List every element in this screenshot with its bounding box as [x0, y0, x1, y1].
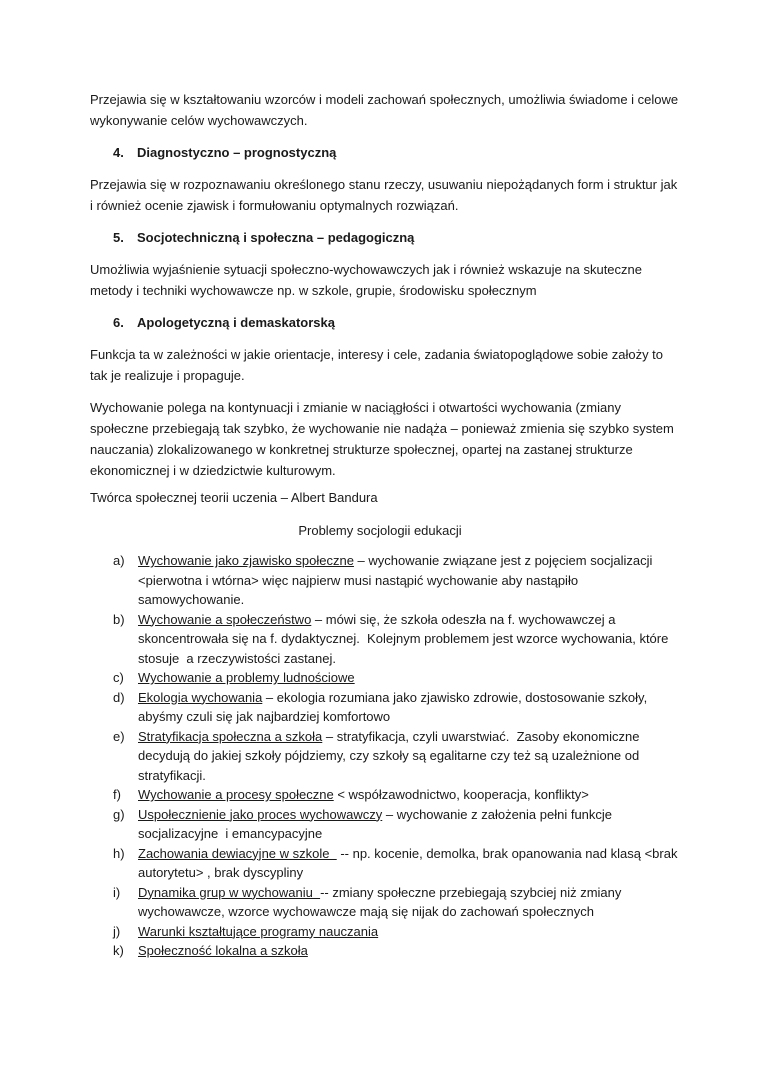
list-item: [113, 922, 678, 942]
paragraph-diagnostic: Przejawia się w rozpoznawaniu określonego stanu rzeczy, usuwaniu niepożądanych form i struktur jak i również ocenie zjawisk i formułowaniu optymalnych rozwiązań.: [90, 177, 678, 213]
list-item-label: j): [113, 923, 121, 939]
list-item-label: d): [113, 689, 125, 705]
heading-5-text: Socjotechniczną i społeczna – pedagogiczną: [137, 230, 415, 245]
list-item-text: -- zmiany społeczne przebiegają szybciej niż zmiany wychowawcze, wzorce wychowawcze mają się nijak do zachowań społecznych: [138, 884, 625, 919]
list-item-label: e): [113, 728, 125, 744]
heading-4-text: Diagnostyczno – prognostyczną: [137, 145, 337, 160]
list-item-title: Uspołecznienie jako proces wychowawczy: [138, 806, 383, 822]
heading-6-number: 6.: [113, 315, 124, 330]
section-title: Problemy socjologii edukacji: [298, 523, 462, 538]
list-item-text: – wychowanie związane jest z pojęciem socjalizacji <pierwotna i wtórna> więc najpierw musi nastąpić wychowanie aby nastąpiło samowychowanie.: [138, 553, 656, 607]
paragraph-apologetic: Funkcja ta w zależności w jakie orientacje, interesy i cele, zadania światopoglądowe sobie założy to tak je realizuje i propaguje.: [90, 347, 664, 383]
list-item: [113, 785, 678, 805]
paragraph-intro: Przejawia się w kształtowaniu wzorców i modeli zachowań społecznych, umożliwia świadome i celowe wykonywanie celów wychowawczych.: [90, 92, 679, 128]
list-item: [113, 668, 678, 688]
list-item-label: g): [113, 806, 125, 822]
list-item-text: < współzawodnictwo, kooperacja, konflikty>: [333, 787, 589, 802]
paragraph-sociotechnical: Umożliwia wyjaśnienie sytuacji społeczno-wychowawczych jak i również wskazuje na skuteczne metody i techniki wychowawcze np. w szkole, grupie, środowisku społecznym: [90, 262, 642, 298]
heading-4-number: 4.: [113, 145, 124, 160]
list-item: [113, 610, 678, 669]
heading-4: [113, 143, 336, 163]
list-item: [113, 844, 682, 883]
list-item-label: b): [113, 611, 125, 627]
list-item-label: c): [113, 670, 124, 685]
list-item: [113, 883, 678, 922]
list-item-text: -- np. kocenie, demolka, brak opanowania nad klasą <brak autorytetu> , brak dyscypliny: [138, 845, 682, 880]
list-item: [113, 688, 678, 727]
list-item-title: Wychowanie a społeczeństwo: [138, 611, 312, 627]
list-item-text: – mówi się, że szkoła odeszła na f. wychowawczej a skoncentrowała się na f. dydaktycznej. Kolejnym problemem jest wzorce wychowania, które stosuje a rzeczywistości zastanej.: [138, 611, 672, 666]
paragraph-upbringing: Wychowanie polega na kontynuacji i zmianie w naciągłości i otwartości wychowania (zmiany społeczne przebiegają tak szybko, że wychowanie nie nadąża – ponieważ zmienia się szybko system nauczania) zlokalizowanego w konkretnej strukturze społecznej, opartej na zastanej strukturze ekonomicznej i w dziedzictwie kulturowym.: [90, 400, 674, 478]
list-item: [113, 727, 678, 786]
list-item-text: – wychowanie z założenia pełni funkcje socjalizacyjne i emancypacyjne: [138, 806, 616, 841]
list-item-label: h): [113, 845, 125, 861]
heading-5-number: 5.: [113, 230, 124, 245]
list-item-title: Dynamika grup w wychowaniu: [138, 884, 321, 900]
list-item-title: Społeczność lokalna a szkoła: [138, 943, 308, 958]
list-item-label: a): [113, 553, 125, 568]
list-item-title: Wychowanie a procesy społeczne: [138, 787, 334, 802]
problems-list: [113, 551, 682, 961]
list-item-title: Wychowanie a problemy ludnościowe: [138, 670, 355, 685]
list-item-label: f): [113, 787, 121, 802]
heading-5: [113, 228, 414, 248]
list-item-label: i): [113, 884, 121, 900]
list-item-title: Warunki kształtujące programy nauczania: [138, 923, 379, 939]
list-item-title: Wychowanie jako zjawisko społeczne: [138, 553, 354, 568]
list-item: [113, 941, 678, 961]
list-item-text: – stratyfikacja, czyli uwarstwiać. Zasoby ekonomiczne decydują do jakiej szkoły pójdziemy, czy szkoły są egalitarne czy też są uzależnione od stratyfikacji.: [138, 728, 644, 783]
heading-6-text: Apologetyczną i demaskatorską: [137, 315, 335, 330]
list-item: [113, 805, 678, 844]
list-item-title: Ekologia wychowania: [138, 689, 263, 705]
heading-6: [113, 313, 335, 333]
paragraph-bandura: Twórca społecznej teorii uczenia – Albert Bandura: [90, 490, 378, 505]
list-item: [113, 551, 678, 610]
list-item-text: – ekologia rozumiana jako zjawisko zdrowie, dostosowanie szkoły, abyśmy czuli się jak najbardziej komfortowo: [138, 689, 651, 724]
list-item-title: Zachowania dewiacyjne w szkole: [138, 845, 337, 861]
list-item-title: Stratyfikacja społeczna a szkoła: [138, 728, 323, 744]
list-item-label: k): [113, 943, 124, 958]
